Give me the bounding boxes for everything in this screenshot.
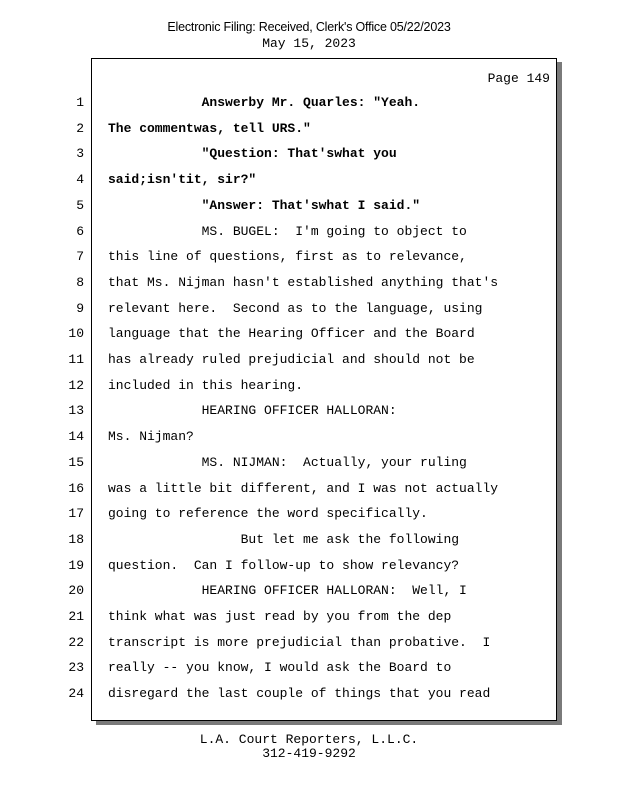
line-number: 19 bbox=[68, 558, 84, 573]
transcript-line: "Question: That'swhat you bbox=[108, 146, 397, 161]
transcript-line: HEARING OFFICER HALLORAN: bbox=[108, 403, 397, 418]
line-number: 24 bbox=[68, 686, 84, 701]
page-number: Page 149 bbox=[487, 71, 550, 86]
transcript-line: MS. NIJMAN: Actually, your ruling bbox=[108, 455, 467, 470]
transcript-line: said;isn'tit, sir?" bbox=[108, 172, 257, 187]
transcript-line: relevant here. Second as to the language, using bbox=[108, 301, 483, 316]
transcript-line: included in this hearing. bbox=[108, 378, 304, 393]
line-number: 2 bbox=[76, 121, 84, 136]
line-number: 22 bbox=[68, 635, 84, 650]
transcript-line: has already ruled prejudicial and should not be bbox=[108, 352, 475, 367]
line-number: 9 bbox=[76, 301, 84, 316]
line-number: 18 bbox=[68, 532, 84, 547]
transcript-line: But let me ask the following bbox=[108, 532, 460, 547]
transcript-line: transcript is more prejudicial than probative. I bbox=[108, 635, 491, 650]
line-number: 5 bbox=[76, 198, 84, 213]
transcript-line: language that the Hearing Officer and the Board bbox=[108, 326, 475, 341]
line-number: 10 bbox=[68, 326, 84, 341]
line-number: 23 bbox=[68, 660, 84, 675]
transcript-line: The commentwas, tell URS." bbox=[108, 121, 311, 136]
transcript-line: think what was just read by you from the dep bbox=[108, 609, 452, 624]
line-number: 16 bbox=[68, 481, 84, 496]
transcript-line: disregard the last couple of things that you read bbox=[108, 686, 491, 701]
transcript-line: Ms. Nijman? bbox=[108, 429, 194, 444]
transcript-line: going to reference the word specifically. bbox=[108, 506, 428, 521]
line-number: 15 bbox=[68, 455, 84, 470]
line-number: 1 bbox=[76, 95, 84, 110]
transcript-line: really -- you know, I would ask the Board to bbox=[108, 660, 452, 675]
line-number: 3 bbox=[76, 146, 84, 161]
line-number: 7 bbox=[76, 249, 84, 264]
line-number: 11 bbox=[68, 352, 84, 367]
transcript-line: that Ms. Nijman hasn't established anything that's bbox=[108, 275, 499, 290]
line-number: 13 bbox=[68, 403, 84, 418]
transcript-line: MS. BUGEL: I'm going to object to bbox=[108, 224, 467, 239]
line-number: 12 bbox=[68, 378, 84, 393]
line-number: 4 bbox=[76, 172, 84, 187]
line-number: 17 bbox=[68, 506, 84, 521]
transcript-line: Answerby Mr. Quarles: "Yeah. bbox=[108, 95, 421, 110]
transcript-line: HEARING OFFICER HALLORAN: Well, I bbox=[108, 583, 467, 598]
transcript-line: "Answer: That'swhat I said." bbox=[108, 198, 421, 213]
line-number: 14 bbox=[68, 429, 84, 444]
transcript-line: was a little bit different, and I was not actually bbox=[108, 481, 499, 496]
line-number: 8 bbox=[76, 275, 84, 290]
court-reporter-name: L.A. Court Reporters, L.L.C. bbox=[199, 732, 419, 747]
line-number: 6 bbox=[76, 224, 84, 239]
court-reporter-phone: 312-419-9292 bbox=[262, 746, 356, 761]
transcript-line: this line of questions, first as to relevance, bbox=[108, 249, 467, 264]
line-number: 20 bbox=[68, 583, 84, 598]
transcript-line: question. Can I follow-up to show relevancy? bbox=[108, 558, 460, 573]
transcript-date: May 15, 2023 bbox=[262, 36, 356, 51]
filing-stamp: Electronic Filing: Received, Clerk's Office 05/22/2023 bbox=[167, 20, 451, 34]
line-number: 21 bbox=[68, 609, 84, 624]
